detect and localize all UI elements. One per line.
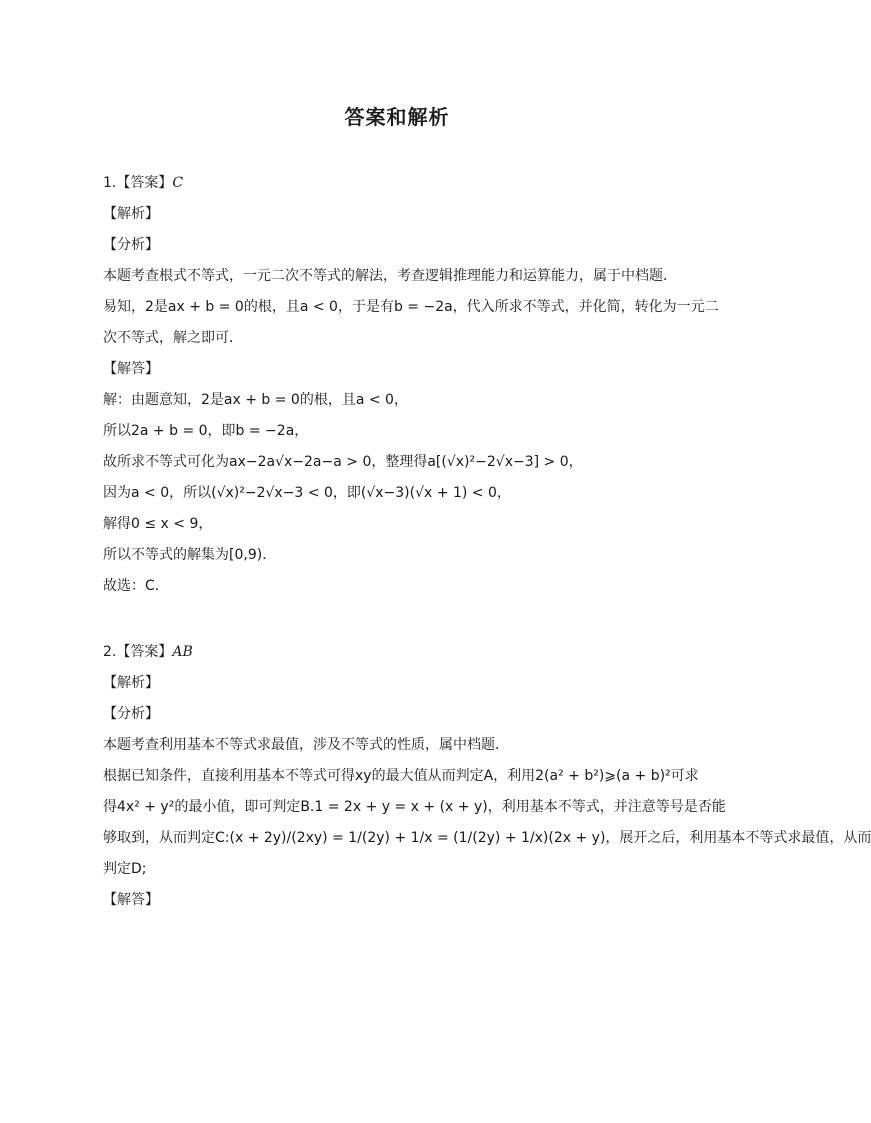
q1-solution-line-6: 所以不等式的解集为[0,9)． [103,547,277,563]
q1-solution-line-3: 故所求不等式可化为ax−2a√x−2a−a > 0，整理得a[(√x)²−2√x−3] > 0， [103,454,583,470]
q1-analysis-line-3: 次不等式，解之即可． [103,330,243,346]
q2-answer-value: AB [172,644,193,660]
q2-fenxi-tag: 【分析】 [103,706,159,722]
q1-answer-tag: 【答案】 [116,175,173,191]
q1-jieda-tag: 【解答】 [103,361,159,377]
q1-analysis-line-2: 易知，2是ax + b = 0的根，且a < 0，于是有b = −2a，代入所求不等式，并化简，转化为一元二 [103,299,719,315]
q2-answer-tag: 【答案】 [116,644,173,660]
question-2-section [103,637,871,916]
q2-answer-line [103,637,703,668]
q1-solution-line-7: 故选：C． [103,578,169,594]
q1-jiexi-tag: 【解析】 [103,206,159,222]
q1-solution-line-1: 解：由题意知，2是ax + b = 0的根，且a < 0， [103,392,408,408]
q1-solution-line-5: 解得0 ≤ x < 9， [103,516,213,532]
q1-answer-value: C [172,175,184,191]
q2-number: 2. [103,644,117,660]
q2-jiexi-tag: 【解析】 [103,675,159,691]
q2-jieda-tag: 【解答】 [103,892,159,908]
q2-analysis-line-5: 判定D; [103,861,147,877]
q1-solution-line-2: 所以2a + b = 0，即b = −2a， [103,423,309,439]
q2-analysis-line-2: 根据已知条件，直接利用基本不等式可得xy的最大值从而判定A，利用2(a² + b²)⩾(a + b)²可求 [103,768,699,784]
q2-analysis-line-4: 够取到，从而判定C:(x + 2y)/(2xy) = 1/(2y) + 1/x = (1/(2y) + 1/x)(2x + y)，展开之后，利用基本不等式求最值，从而 [103,830,871,846]
q1-analysis-line-1: 本题考查根式不等式，一元二次不等式的解法，考查逻辑推理能力和运算能力，属于中档题． [103,268,677,284]
q1-number: 1. [103,175,117,191]
question-1-section [103,168,719,602]
q1-answer-line [103,168,703,199]
page-title: 答案和解析 [344,105,450,129]
q2-analysis-line-1: 本题考查利用基本不等式求最值，涉及不等式的性质，属中档题． [103,737,509,753]
q1-solution-line-4: 因为a < 0，所以(√x)²−2√x−3 < 0，即(√x−3)(√x + 1) < 0， [103,485,511,501]
q2-analysis-line-3: 得4x² + y²的最小值，即可判定B.1 = 2x + y = x + (x + y)，利用基本不等式，并注意等号是否能 [103,799,726,815]
q1-fenxi-tag: 【分析】 [103,237,159,253]
